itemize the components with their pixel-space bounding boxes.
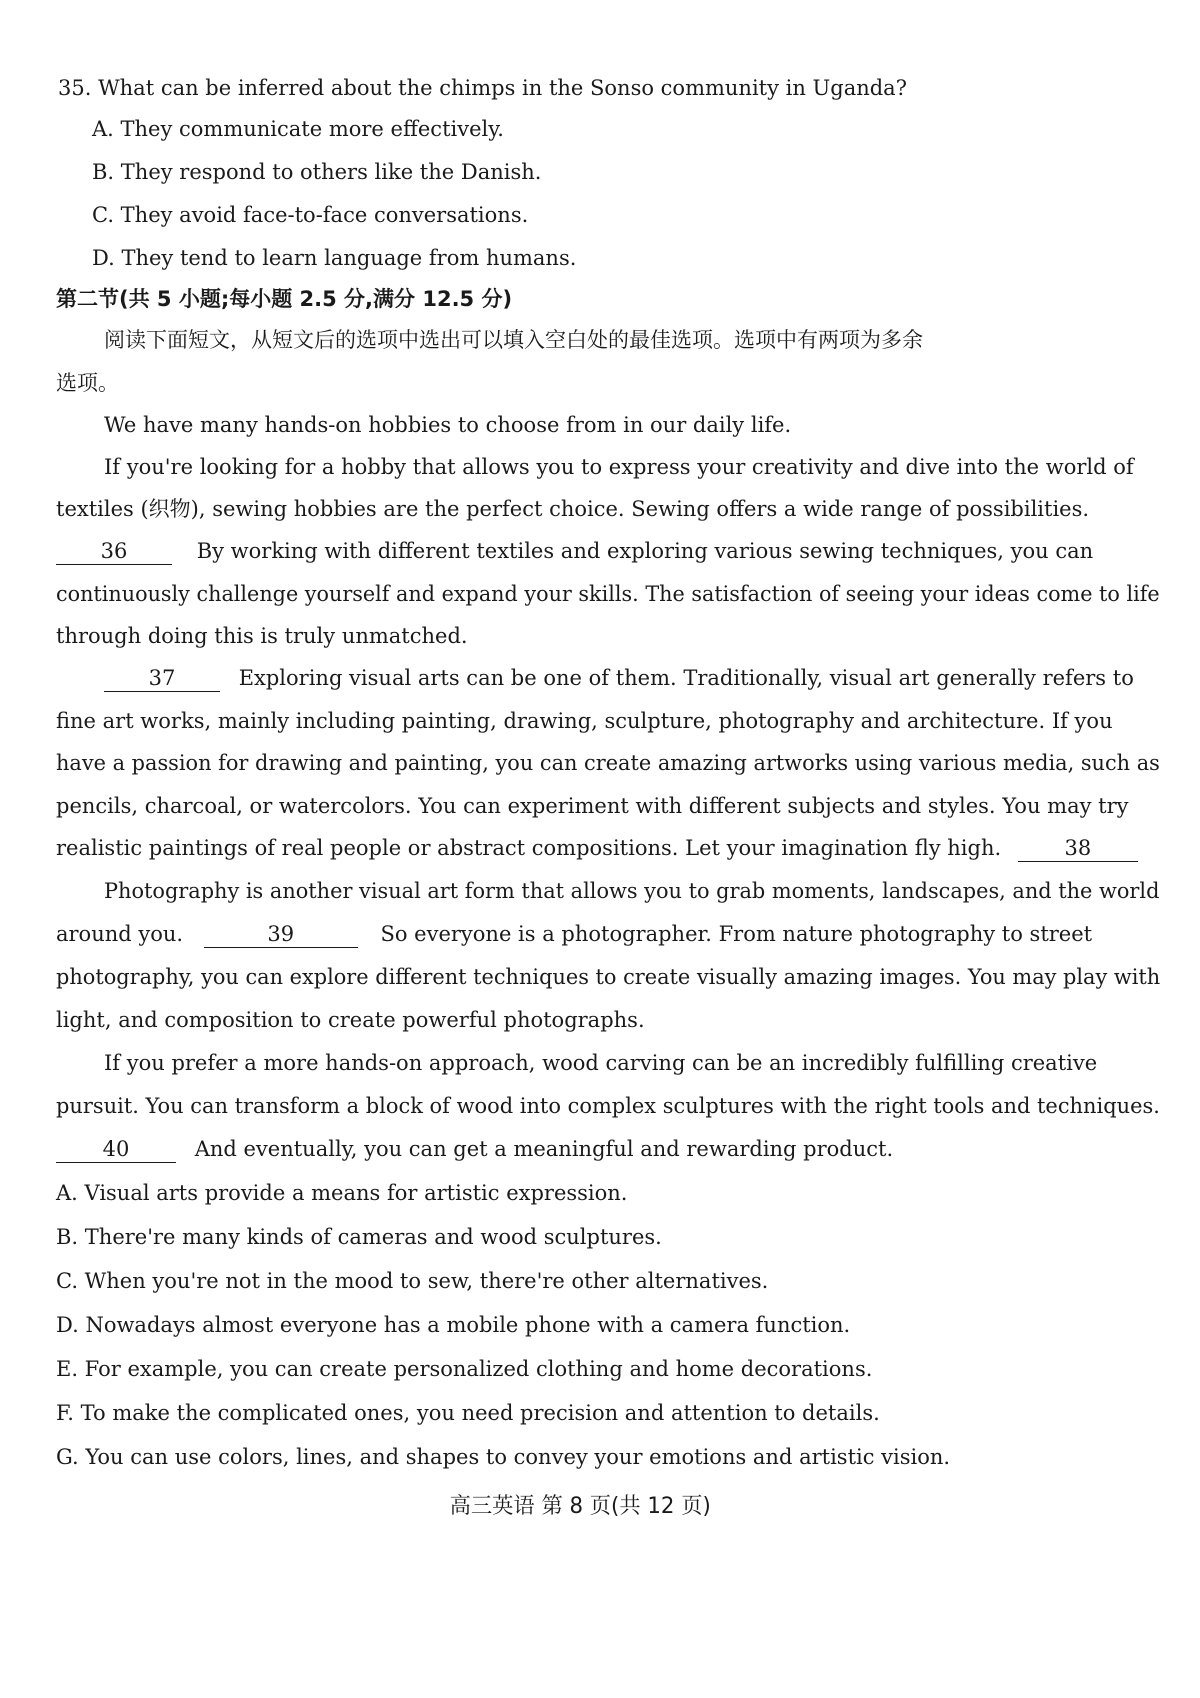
passage-p3-line2: fine art works, mainly including painting, drawing, sculpture, photography and architecture. If you bbox=[56, 709, 1113, 733]
passage-p5-line2: pursuit. You can transform a block of wood into complex sculptures with the right tools and techniques. bbox=[56, 1094, 1160, 1118]
passage-p2-line4: continuously challenge yourself and expand your skills. The satisfaction of seeing your ideas come to life bbox=[56, 582, 1160, 606]
passage-p3-line1 bbox=[104, 663, 1134, 693]
question-35-option-a: A. They communicate more effectively. bbox=[92, 117, 504, 141]
passage-p4-line2-start: around you. bbox=[56, 922, 184, 946]
passage-p2-line3 bbox=[56, 536, 1093, 566]
blank-38: 38 bbox=[1018, 835, 1138, 862]
passage-p5-line3-text: And eventually, you can get a meaningful and rewarding product. bbox=[194, 1137, 894, 1161]
choice-e: E. For example, you can create personalized clothing and home decorations. bbox=[56, 1357, 873, 1381]
blank-37: 37 bbox=[104, 665, 220, 692]
page-footer: 高三英语 第 8 页(共 12 页) bbox=[449, 1494, 711, 1519]
choice-g: G. You can use colors, lines, and shapes to convey your emotions and artistic vision. bbox=[56, 1445, 951, 1469]
question-35-stem: 35. What can be inferred about the chimps in the Sonso community in Uganda? bbox=[58, 76, 907, 100]
passage-p4-line3: photography, you can explore different techniques to create visually amazing images. You may play with bbox=[56, 965, 1161, 989]
question-35-option-c: C. They avoid face-to-face conversations. bbox=[92, 203, 529, 227]
choice-c: C. When you're not in the mood to sew, there're other alternatives. bbox=[56, 1269, 769, 1293]
blank-36: 36 bbox=[56, 538, 172, 565]
section-2-instruction-cont: 选项。 bbox=[56, 371, 119, 395]
question-35-option-b: B. They respond to others like the Danish. bbox=[92, 160, 542, 184]
blank-40: 40 bbox=[56, 1136, 176, 1163]
choice-d: D. Nowadays almost everyone has a mobile phone with a camera function. bbox=[56, 1313, 851, 1337]
blank-39: 39 bbox=[204, 921, 358, 948]
passage-p4-line2 bbox=[56, 919, 1092, 949]
passage-p3-line5-text: realistic paintings of real people or abstract compositions. Let your imagination fly high. bbox=[56, 836, 1002, 860]
passage-p2-line1: If you're looking for a hobby that allows you to express your creativity and dive into the world of bbox=[104, 455, 1134, 479]
section-2-heading: 第二节(共 5 小题;每小题 2.5 分,满分 12.5 分) bbox=[56, 287, 513, 311]
passage-p3-line5 bbox=[56, 833, 1138, 863]
passage-p3-line1-text: Exploring visual arts can be one of them. Traditionally, visual art generally refers to bbox=[238, 666, 1134, 690]
section-2-instruction-text: 阅读下面短文，从短文后的选项中选出可以填入空白处的最佳选项。选项中有两项为多余 bbox=[104, 328, 923, 352]
passage-p4-line2-end: So everyone is a photographer. From nature photography to street bbox=[380, 922, 1093, 946]
choice-f: F. To make the complicated ones, you need precision and attention to details. bbox=[56, 1401, 880, 1425]
choice-a: A. Visual arts provide a means for artistic expression. bbox=[56, 1181, 628, 1205]
passage-p4-line1: Photography is another visual art form that allows you to grab moments, landscapes, and the world bbox=[104, 879, 1160, 903]
passage-p5-line1: If you prefer a more hands-on approach, wood carving can be an incredibly fulfilling creative bbox=[104, 1051, 1098, 1075]
passage-p2-line3-text: By working with different textiles and exploring various sewing techniques, you can bbox=[196, 539, 1094, 563]
passage-intro: We have many hands-on hobbies to choose from in our daily life. bbox=[104, 413, 792, 437]
section-2-instruction bbox=[104, 325, 1044, 355]
passage-p4-line4: light, and composition to create powerful photographs. bbox=[56, 1008, 645, 1032]
passage-p5-line3 bbox=[56, 1134, 893, 1164]
choice-b: B. There're many kinds of cameras and wood sculptures. bbox=[56, 1225, 662, 1249]
passage-p2-line5: through doing this is truly unmatched. bbox=[56, 624, 468, 648]
passage-p3-line4: pencils, charcoal, or watercolors. You can experiment with different subjects and styles. You may try bbox=[56, 794, 1129, 818]
question-35-option-d: D. They tend to learn language from humans. bbox=[92, 246, 577, 270]
passage-p2-line2: textiles (织物), sewing hobbies are the perfect choice. Sewing offers a wide range of possibilities. bbox=[56, 497, 1090, 521]
passage-p3-line3: have a passion for drawing and painting, you can create amazing artworks using various media, such as bbox=[56, 751, 1160, 775]
